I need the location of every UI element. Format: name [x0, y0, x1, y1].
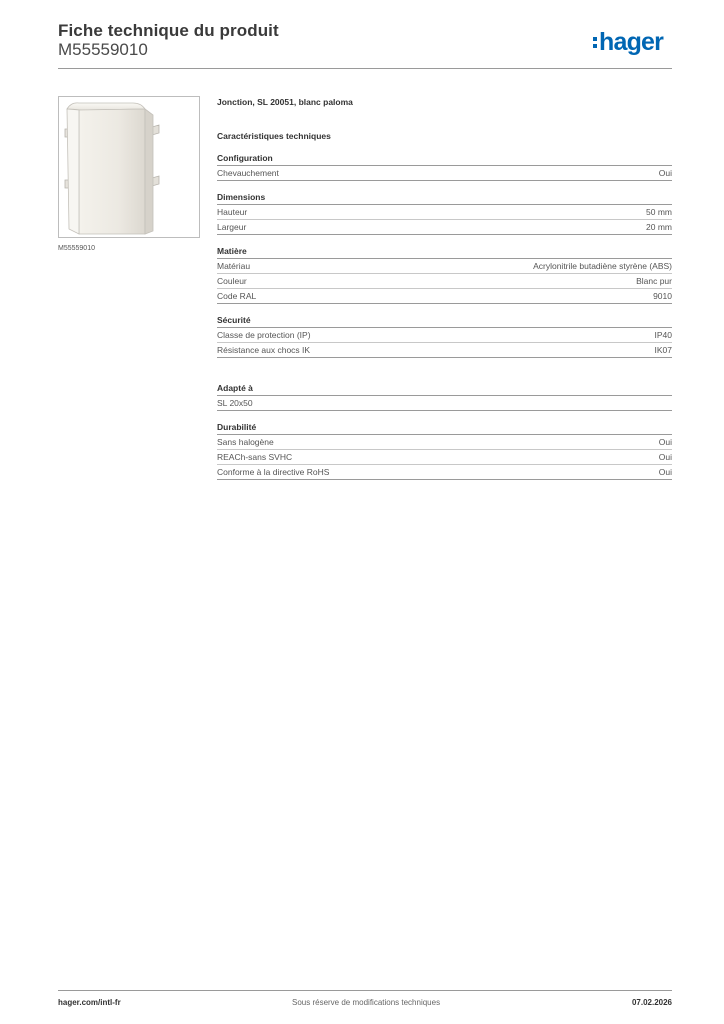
section-safety	[217, 315, 672, 358]
spec-label: Couleur	[217, 276, 247, 286]
section-title: Dimensions	[217, 192, 672, 205]
section-title: Adapté à	[217, 383, 672, 396]
spec-value: Blanc pur	[636, 276, 672, 286]
section-title: Configuration	[217, 153, 672, 166]
spec-row	[217, 465, 672, 480]
spec-label: Hauteur	[217, 207, 248, 217]
section-configuration	[217, 153, 672, 181]
section-title: Durabilité	[217, 422, 672, 435]
section-dimensions	[217, 192, 672, 235]
spec-value: Oui	[658, 452, 672, 462]
spec-label: REACh-sans SVHC	[217, 452, 293, 462]
spec-value: Oui	[658, 467, 672, 477]
spec-label: Classe de protection (IP)	[217, 330, 311, 340]
section-suitable-for	[217, 383, 672, 411]
spec-value: IK07	[654, 345, 672, 355]
spec-row	[217, 435, 672, 450]
product-image	[58, 96, 200, 238]
footer-date: 07.02.2026	[631, 998, 672, 1007]
image-caption: M55559010	[58, 245, 95, 252]
spec-row	[217, 166, 672, 181]
header-divider	[58, 68, 672, 69]
product-reference: M55559010	[58, 40, 148, 59]
spec-value: 20 mm	[646, 222, 672, 232]
spec-row	[217, 220, 672, 235]
spec-value: Oui	[658, 437, 672, 447]
footer-website-link[interactable]: hager.com/intl-fr	[58, 998, 121, 1007]
section-sustainability	[217, 422, 672, 480]
logo-wordmark: hager	[599, 28, 664, 56]
technical-characteristics-heading: Caractéristiques techniques	[217, 131, 331, 141]
section-title: Sécurité	[217, 315, 672, 328]
spec-label: Conforme à la directive RoHS	[217, 467, 330, 477]
spec-label: Code RAL	[217, 291, 257, 301]
footer-divider	[58, 990, 672, 991]
spec-value: IP40	[654, 330, 672, 340]
spec-value: Acrylonitrile butadiène styrène (ABS)	[533, 261, 672, 271]
spec-label: Largeur	[217, 222, 247, 232]
spec-row	[217, 274, 672, 289]
spec-row	[217, 343, 672, 358]
spec-label: Sans halogène	[217, 437, 274, 447]
spec-row	[217, 205, 672, 220]
spec-label: Matériau	[217, 261, 251, 271]
spec-row	[217, 328, 672, 343]
spec-row	[217, 396, 672, 411]
product-name: Jonction, SL 20051, blanc paloma	[217, 97, 353, 107]
section-material	[217, 246, 672, 304]
junction-product-illustration	[59, 97, 199, 237]
spec-label: Chevauchement	[217, 168, 279, 178]
spec-row	[217, 289, 672, 304]
spec-value: 50 mm	[646, 207, 672, 217]
spec-label: Résistance aux chocs IK	[217, 345, 311, 355]
logo-colon-mark	[593, 37, 597, 48]
spec-row	[217, 259, 672, 274]
spec-value: 9010	[653, 291, 672, 301]
footer-notice: Sous réserve de modifications techniques	[292, 998, 441, 1007]
spec-label: SL 20x50	[217, 398, 253, 408]
spec-value: Oui	[658, 168, 672, 178]
hager-logo	[593, 28, 663, 56]
section-title: Matière	[217, 246, 672, 259]
spec-content	[217, 96, 672, 480]
spec-row	[217, 450, 672, 465]
page-title: Fiche technique du produit	[58, 21, 279, 40]
